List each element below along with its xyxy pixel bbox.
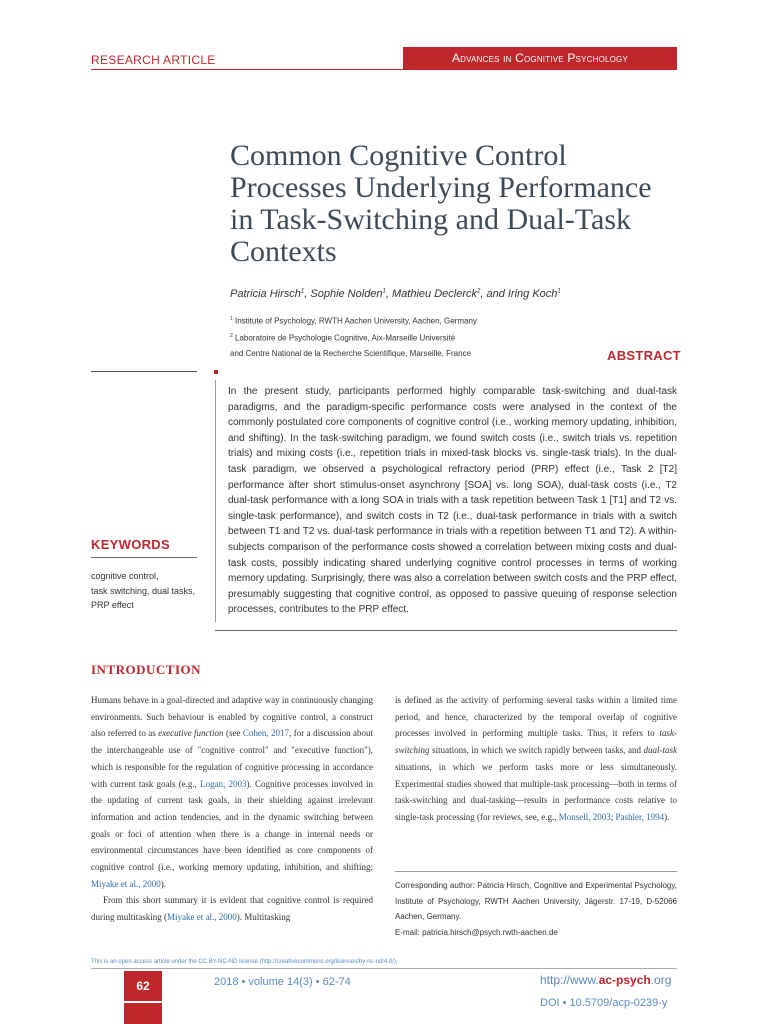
affiliation-text: Institute of Psychology, RWTH Aachen University, Aachen, Germany xyxy=(232,316,477,326)
keyword-item: PRP effect xyxy=(91,600,134,610)
body-column-left xyxy=(91,692,373,926)
keywords-rule xyxy=(91,557,197,558)
header-rule xyxy=(91,69,677,70)
affiliation-mark: 1 xyxy=(230,316,233,322)
page-tab xyxy=(124,1003,162,1024)
citation-link[interactable]: Monsell, 2003 xyxy=(558,811,611,822)
affiliation-2 xyxy=(230,333,455,343)
correspondence-email[interactable]: E-mail: patricia.hirsch@psych.rwth-aachen.de xyxy=(395,927,558,937)
body-paragraph xyxy=(91,695,373,889)
body-text: ). Multitasking xyxy=(236,912,291,923)
body-text: , for a discussion about the interchangeable use of "cognitive control" and "executive function"), which is responsible for the regulation of cognitive processing in accordance with current task goals (e.g., xyxy=(91,728,373,789)
page-number: 62 xyxy=(124,971,162,1001)
article-title: Common Cognitive Control Processes Underlying Performance in Task-Switching and Dual-Task Contexts xyxy=(230,139,652,268)
introduction-heading: INTRODUCTION xyxy=(91,662,202,677)
body-text: situations, in which we perform tasks more or less simultaneously. Experimental studies showed that multiple-task processing—both in terms of task-switching and dual-tasking—results in performance costs relative to single-task processing (for reviews, see, e.g., xyxy=(395,761,677,822)
keywords-list xyxy=(91,569,206,613)
correspondence-rule xyxy=(395,871,677,872)
correspondence-text: Corresponding author: Patricia Hirsch, Cognitive and Experimental Psychology, Institute of Psychology, RWTH Aachen University, Jägerstr. 17-19, D-52066 Aachen, Germany. xyxy=(395,881,677,922)
body-text: From this short summary it is evident that cognitive control is required during multitasking ( xyxy=(91,895,373,923)
author-separator: , xyxy=(304,288,311,300)
body-text: situations, in which we switch rapidly between tasks, and xyxy=(429,745,644,756)
body-text: is defined as the activity of performing several tasks within a limited time period, and hence, characterized by the temporal overlap of cognitive processes involved in performing multiple tasks. Thus, it refers to xyxy=(395,695,677,739)
author-affiliation-mark: 1 xyxy=(382,288,386,295)
license-note[interactable]: This is an open access article under the CC BY-NC-ND license (http://creativecommons.org/licenses/by-nc-nd/4.0/). xyxy=(91,959,398,965)
body-column-right xyxy=(395,692,677,826)
keyword-item: cognitive control, xyxy=(91,571,159,581)
doi[interactable]: DOI • 10.5709/acp-0239-y xyxy=(540,997,668,1009)
url-part: http://www. xyxy=(540,973,599,987)
abstract-heading: ABSTRACT xyxy=(607,348,681,363)
author-name: Sophie Nolden xyxy=(310,288,383,300)
author-affiliation-mark: 1 xyxy=(557,288,561,295)
affiliation-2-continued: and Centre National de la Recherche Scientifique, Marseille, France xyxy=(230,349,472,358)
body-emphasis: dual-task xyxy=(643,745,677,756)
article-type-label: RESEARCH ARTICLE xyxy=(91,53,216,67)
body-text: (see xyxy=(223,728,243,739)
author-separator: , and xyxy=(480,288,508,300)
author-affiliation-mark: 2 xyxy=(477,288,481,295)
body-text: ; xyxy=(610,811,616,822)
citation-link[interactable]: Cohen, 2017 xyxy=(242,728,290,739)
body-paragraph xyxy=(91,892,373,925)
body-text: ). xyxy=(664,811,670,822)
journal-url[interactable] xyxy=(540,973,671,987)
author-name: Iring Koch xyxy=(507,288,558,300)
citation-link[interactable]: Pashler, 1994 xyxy=(615,811,665,822)
correspondence-note xyxy=(395,878,677,940)
body-text: ). Cognitive processes involved in the updating of current task goals, in their shielding against irrelevant information and action tendencies, and in the dynamic switching between goals or foci of attention when there is a change in internal needs or environmental circumstances have been identified as core components of cognitive control (i.e., working memory updating, inhibition, and shifting; xyxy=(91,778,373,873)
affiliation-1 xyxy=(230,316,477,326)
author-list xyxy=(230,288,561,300)
keywords-heading: KEYWORDS xyxy=(91,537,170,552)
abstract-vertical-rule xyxy=(215,380,216,622)
abstract-bottom-rule xyxy=(215,630,677,631)
citation-link[interactable]: Logan, 2003 xyxy=(200,778,247,789)
footer-rule xyxy=(91,968,677,969)
body-emphasis: task-switching xyxy=(395,728,677,756)
accent-marker xyxy=(214,370,218,374)
body-emphasis: executive function xyxy=(158,728,224,739)
url-part: ac-psych xyxy=(598,973,651,987)
volume-info: 2018 • volume 14(3) • 62-74 xyxy=(214,976,351,988)
url-part: .org xyxy=(650,973,672,987)
body-text: Humans behave in a goal-directed and adaptive way in continuously changing environments. Such behaviour is enabled by cognitive control, a construct also referred to as xyxy=(91,695,373,739)
body-text: ). xyxy=(160,878,166,889)
affiliation-mark: 2 xyxy=(230,333,233,339)
journal-name-banner: Advances in Cognitive Psychology xyxy=(403,47,677,69)
citation-link[interactable]: Miyake et al., 2000 xyxy=(167,912,237,923)
keyword-item: task switching, dual tasks, xyxy=(91,585,196,596)
abstract-text: In the present study, participants performed highly comparable task-switching and dual-task paradigms, and the paradigm-specific performance costs were analysed in the context of the commonly postulated core components of cognitive control (i.e., working memory updating, inhibition, and shifting). In the task-switching paradigm, we found switch costs (i.e., switch trials vs. repetition trials) and mixing costs (i.e., repetition trials in mixed-task blocks vs. single-task trials). In the dual-task paradigm, we observed a psychological refractory period (PRP) effect (i.e., Task 2 [T2] performance after short stimulus-onset asynchrony [SOA] vs. long SOA), dual-task costs (i.e., T2 dual-task performance with a long SOA in trials with a task repetition between Task 1 [T1] and T2 vs. single-task performance), and switch costs in T2 (i.e., dual-task performance in trials with a switch between T1 and T2 vs. dual-task performance in trials with a repetition between T1 and T2). A within-subjects comparison of the performance costs showed a correlation between mixing costs and dual-task costs, possibly indicating shared underlying cognitive control processes in terms of working memory updating. Surprisingly, there was also a correlation between switch costs and the PRP effect, presumably suggesting that cognitive control, as opposed to passive queuing of response selection processes, contributes to the PRP effect. xyxy=(228,386,677,616)
author-name: Mathieu Declerck xyxy=(392,288,477,300)
affiliation-text: Laboratoire de Psychologie Cognitive, Aix-Marseille Université xyxy=(232,333,456,343)
author-affiliation-mark: 1 xyxy=(300,288,305,295)
citation-link[interactable]: Miyake et al., 2000 xyxy=(91,878,161,889)
left-column-rule xyxy=(91,371,197,372)
author-separator: , xyxy=(385,288,393,300)
author-name: Patricia Hirsch xyxy=(230,288,301,300)
